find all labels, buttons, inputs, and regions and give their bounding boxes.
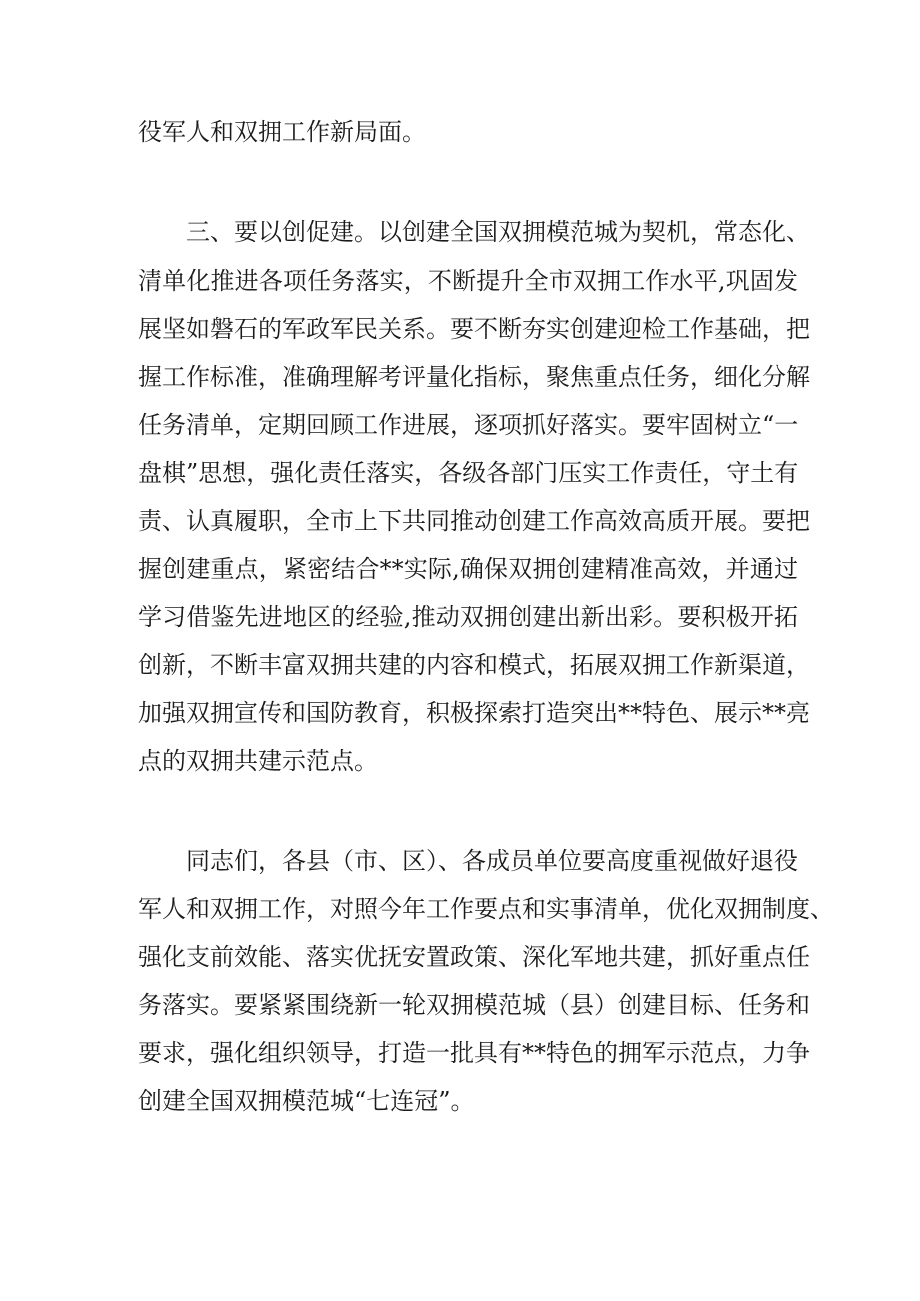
text-line: 点的双拥共建示范点。 <box>138 747 378 775</box>
text-line: 务落实。要紧紧围绕新一轮双拥模范城（县）创建目标、任务和 <box>138 991 810 1019</box>
text-line: 清单化推进各项任务落实，不断提升全市双拥工作水平,巩固发 <box>138 267 798 295</box>
text-line: 盘棋”思想，强化责任落实，各级各部门压实工作责任，守土有 <box>138 459 799 487</box>
text-line: 握创建重点，紧密结合**实际,确保双拥创建精准高效，并通过 <box>138 555 798 583</box>
text-line: 创建全国双拥模范城“七连冠”。 <box>138 1087 475 1115</box>
text-line: 创新，不断丰富双拥共建的内容和模式，拓展双拥工作新渠道， <box>138 651 810 679</box>
text-line: 握工作标准，准确理解考评量化指标，聚焦重点任务，细化分解 <box>138 363 810 391</box>
text-line: 学习借鉴先进地区的经验,推动双拥创建出新出彩。要积极开拓 <box>138 603 798 631</box>
text-line: 三、要以创促建。以创建全国双拥模范城为契机，常态化、 <box>186 218 810 246</box>
text-line: 军人和双拥工作，对照今年工作要点和实事清单，优化双拥制度、 <box>138 895 834 923</box>
text-line: 任务清单，定期回顾工作进展，逐项抓好落实。要牢固树立“一 <box>138 411 799 439</box>
text-line: 要求，强化组织领导，打造一批具有**特色的拥军示范点，力争 <box>138 1039 810 1067</box>
text-line: 展坚如磐石的军政军民关系。要不断夯实创建迎检工作基础，把 <box>138 315 810 343</box>
text-line: 同志们，各县（市、区）、各成员单位要高度重视做好退役 <box>186 847 798 875</box>
text-line: 役军人和双拥工作新局面。 <box>138 118 426 146</box>
text-line: 责、认真履职，全市上下共同推动创建工作高效高质开展。要把 <box>138 507 810 535</box>
text-line: 加强双拥宣传和国防教育，积极探索打造突出**特色、展示**亮 <box>138 699 810 727</box>
text-line: 强化支前效能、落实优抚安置政策、深化军地共建，抓好重点任 <box>138 943 810 971</box>
